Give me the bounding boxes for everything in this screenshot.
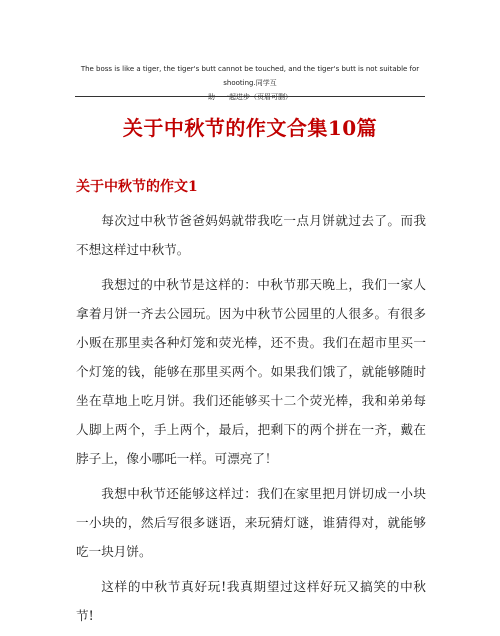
paragraph-4: 这样的中秋节真好玩!我真期望过这样好玩又搞笑的中秋节! xyxy=(76,579,426,623)
header-line-2: 助 一起进步（页眉可删） xyxy=(208,93,292,101)
section-heading: 关于中秋节的作文1 xyxy=(76,179,198,195)
paragraph-2: 我想过的中秋节是这样的：中秋节那天晚上，我们一家人拿着月饼一齐去公园玩。因为中秋节公园里的人很多。有很多小贩在那里卖各种灯笼和荧光棒，还不贵。我们在超市里买一个灯笼的钱，能够在那里买两个。如果我们饿了，就能够随时坐在草地上吃月饼。我们还能够买十二个荧光棒，我和弟弟每人脚上两个，手上两个，最后，把剩下的两个拼在一齐，戴在脖子上，像小哪吒一样。可漂亮了！ xyxy=(76,277,426,466)
essay-body xyxy=(76,206,426,636)
header-line-1: The boss is like a tiger, the tiger's butt cannot be touched, and the tiger's butt is not suitable for shooting.同学互 xyxy=(80,65,420,87)
document-title: 关于中秋节的作文合集10篇 xyxy=(122,116,378,140)
paragraph-3: 我想中秋节还能够这样过：我们在家里把月饼切成一小块一小块的，然后写很多谜语，来玩猜灯谜，谁猜得对，就能够吃一块月饼。 xyxy=(76,486,426,559)
header-divider xyxy=(75,96,425,97)
paragraph-1: 每次过中秋节爸爸妈妈就带我吃一点月饼就过去了。而我不想这样过中秋节。 xyxy=(76,213,426,257)
page-header xyxy=(70,62,430,104)
